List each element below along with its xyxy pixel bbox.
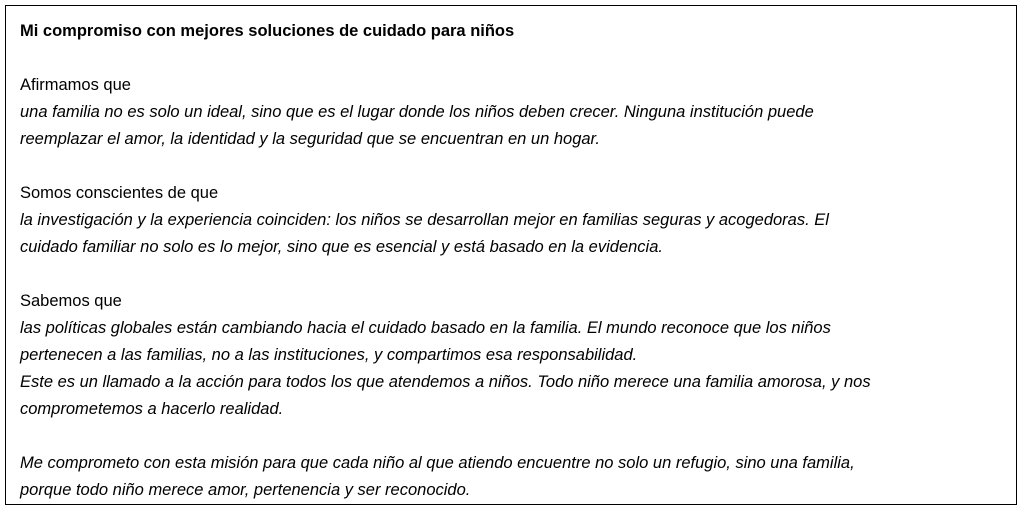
pledge-document xyxy=(5,5,1017,505)
section-aware xyxy=(20,180,1016,261)
section-pledge xyxy=(20,450,1016,504)
section-line: las políticas globales están cambiando hacia el cuidado basado en la familia. El mundo reconoce que los niños xyxy=(20,319,831,337)
section-line: pertenecen a las familias, no a las instituciones, y compartimos esa responsabilidad. xyxy=(20,346,638,364)
section-line: Me comprometo con esta misión para que cada niño al que atiendo encuentre no solo un refugio, sino una familia, xyxy=(20,454,855,472)
section-line: reemplazar el amor, la identidad y la seguridad que se encuentran en un hogar. xyxy=(20,130,601,148)
section-line: una familia no es solo un ideal, sino que es el lugar donde los niños deben crecer. Ninguna institución puede xyxy=(20,103,814,121)
document-title: Mi compromiso con mejores soluciones de cuidado para niños xyxy=(20,22,515,40)
section-lead: Afirmamos que xyxy=(20,76,131,94)
section-lead: Sabemos que xyxy=(20,292,122,310)
section-line: porque todo niño merece amor, pertenencia y ser reconocido. xyxy=(20,481,471,499)
section-line: Este es un llamado a la acción para todos los que atendemos a niños. Todo niño merece una familia amorosa, y nos xyxy=(20,373,871,391)
section-line: comprometemos a hacerlo realidad. xyxy=(20,400,284,418)
section-lead: Somos conscientes de que xyxy=(20,184,219,202)
section-affirm xyxy=(20,72,1016,153)
section-know xyxy=(20,288,1016,423)
section-line: la investigación y la experiencia coinciden: los niños se desarrollan mejor en familias seguras y acogedoras. El xyxy=(20,211,829,229)
section-line: cuidado familiar no solo es lo mejor, sino que es esencial y está basado en la evidencia. xyxy=(20,238,663,256)
